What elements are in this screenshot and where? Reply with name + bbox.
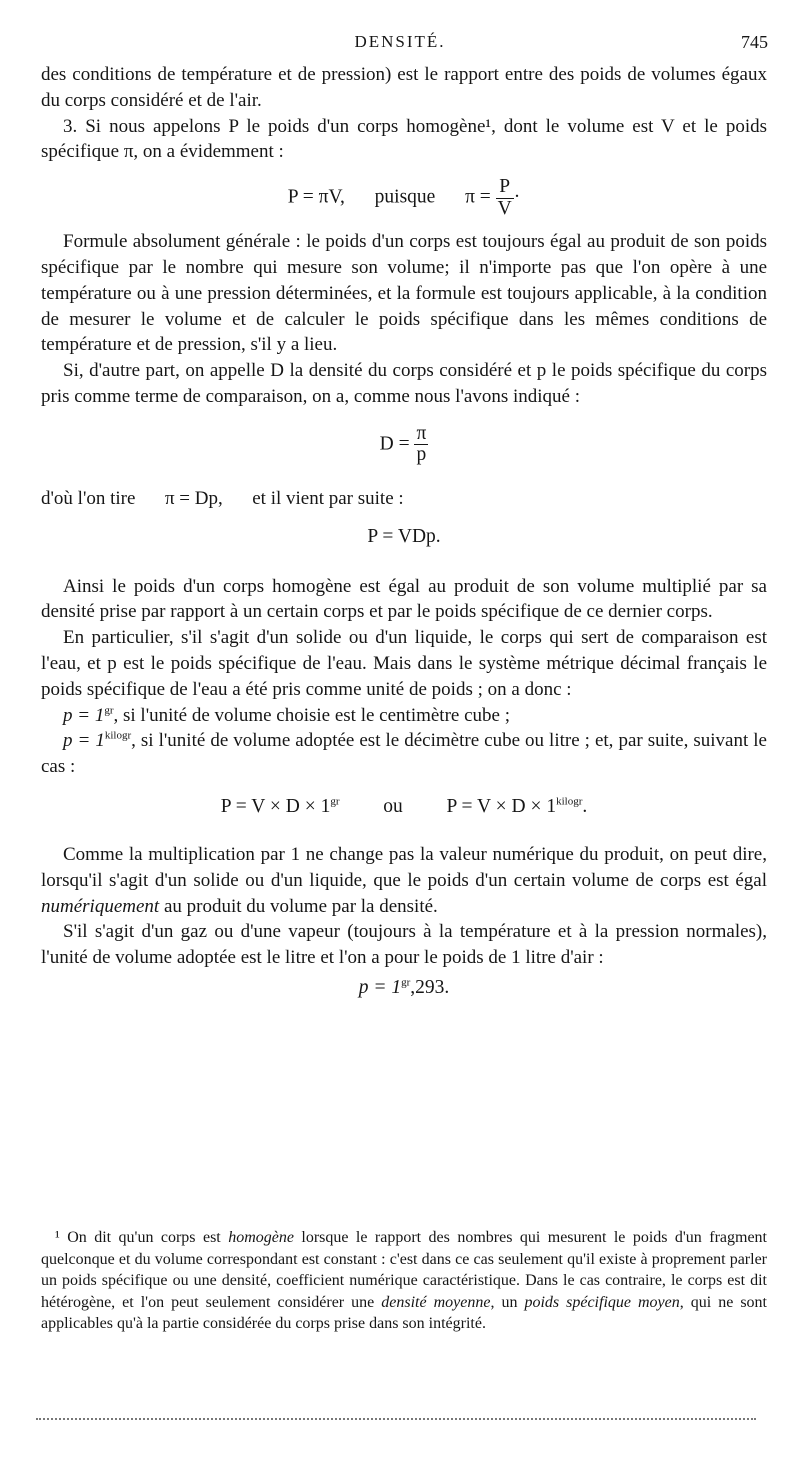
equation-word: puisque [374, 186, 436, 208]
unit-gr: gr [401, 976, 411, 989]
unit-gr: gr [104, 704, 114, 717]
paragraph-derivation [41, 486, 767, 512]
equation-p-vdp: P = VDp. [367, 525, 441, 547]
equation-weight-units [41, 780, 767, 842]
text-segment: lorsque le rapport des nombres qui mesurent le poids d'un fragment quelconque et du volume correspondant est constant : c'est dans ce cas seulement qu'il existe à proprement parler un poids spécifique ou une densité, coefficient numérique caractéristique. Dans le cas contraire, le corps est dit hétérogène, et l'on peut seulement considérer une [41, 1229, 767, 1311]
fraction-denominator: V [497, 197, 512, 219]
equation-right: P = V × D × 1 [446, 795, 557, 817]
equation-weight-volume [41, 165, 767, 229]
text-segment: , qui ne sont applicables qu'à la partie considérée du corps prise dans son intégrité. [41, 1293, 768, 1333]
paragraph-water: En particulier, s'il s'agit d'un solide ou d'un liquide, le corps qui sert de comparaison est l'eau, et p est le poids spécifique de l'eau. Mais dans le système métrique décimal français le poids spécifique de l'eau a été pris comme unité de poids ; on a donc : [41, 627, 767, 700]
emphasis-homogene: homogène [228, 1229, 294, 1246]
running-head [0, 32, 800, 56]
equation-lhs: π = [465, 186, 491, 208]
line-gram-equation: p = 1 [63, 704, 105, 726]
line-gram-text: , si l'unité de volume choisie est le centimètre cube ; [113, 704, 510, 726]
paragraph-continued: des conditions de température et de pression) est le rapport entre des poids de volumes égaux du corps considéré et de l'air. [41, 64, 767, 111]
footnote-1 [41, 1227, 767, 1335]
derivation-text-after: et il vient par suite : [252, 487, 404, 509]
emphasis-densite-moyenne: densité moyenne [381, 1293, 491, 1311]
paragraph-general-formula: Formule absolument générale : le poids d'un corps est toujours égal au produit de son poids spécifique par le nombre qui mesure son volume; il n'importe pas que l'on opère à une température ou à une pression déterminées, et la formule est toujours applicable, à la condition de mesurer le volume et de calculer le poids spécifique dans les mêmes conditions de température et de pression, s'il y a lieu. [41, 231, 767, 356]
fraction-p-over-v [496, 177, 514, 219]
equation-left: P = V × D × 1 [220, 795, 331, 817]
paragraph-section-3: 3. Si nous appelons P le poids d'un corps homogène¹, dont le volume est V et le poids spécifique π, on a évidemment : [41, 115, 767, 163]
paragraph-gas: S'il s'agit d'un gaz ou d'une vapeur (toujours à la température et à la pression normales), l'unité de volume adoptée est le litre et l'on a pour le poids de 1 litre d'air : [41, 921, 767, 969]
equation-density [41, 410, 767, 486]
page-number: 745 [741, 32, 768, 52]
equation-left: p = 1 [358, 976, 402, 998]
line-kilogram-equation: p = 1 [63, 730, 105, 752]
unit-kilogr: kilogr [556, 795, 583, 808]
equation-word: ou [383, 795, 403, 817]
fraction-numerator: P [499, 176, 511, 198]
text-segment: ¹ On dit qu'un corps est [55, 1229, 229, 1246]
unit-kilogr: kilogr [104, 730, 132, 743]
equation-lhs: D = [379, 433, 410, 455]
fraction-denominator: p [414, 444, 428, 465]
paragraph-conclusion: Ainsi le poids d'un corps homogène est égal au produit de son volume multiplié par sa densité prise par rapport à un certain corps et par le poids spécifique de ce dernier corps. [41, 575, 767, 623]
line-gram [41, 703, 767, 729]
line-kilogram [41, 728, 767, 780]
footnote [41, 1227, 767, 1335]
derivation-equation: π = Dp, [164, 487, 223, 509]
equation-end: . [582, 795, 588, 817]
line-kilogram-text: , si l'unité de volume adoptée est le décimètre cube ou litre ; et, par suite, suivant le cas : [41, 730, 767, 778]
emphasis-numeriquement: numériquement [41, 895, 160, 917]
paragraph-numerically [41, 842, 767, 919]
equation-left: P = πV, [287, 186, 345, 208]
unit-gr: gr [330, 795, 340, 808]
equation-end: · [513, 186, 521, 208]
paragraph-density-definition: Si, d'autre part, on appelle D la densité du corps considéré et p le poids spécifique du corps pris comme terme de comparaison, on a, comme nous l'avons indiqué : [41, 360, 767, 407]
body-text [41, 62, 767, 1005]
derivation-text: d'où l'on tire [41, 487, 136, 509]
fraction-numerator: π [416, 422, 427, 444]
equation-value: ,293. [410, 976, 450, 998]
equation-air-weight [41, 971, 767, 1005]
text-segment: au produit du volume par la densité. [159, 895, 438, 917]
text-segment: , un [490, 1293, 525, 1311]
emphasis-poids-specifique-moyen: poids spécifique moyen [524, 1293, 680, 1311]
fraction-pi-over-p [414, 424, 428, 466]
text-segment: Comme la multiplication par 1 ne change pas la valeur numérique du produit, on peut dire, lorsqu'il s'agit d'un solide ou d'un liquide, que le poids d'un certain volume de corps est égal [41, 843, 767, 891]
bottom-dotted-rule [36, 1418, 756, 1420]
running-title: DENSITÉ. [354, 32, 446, 51]
